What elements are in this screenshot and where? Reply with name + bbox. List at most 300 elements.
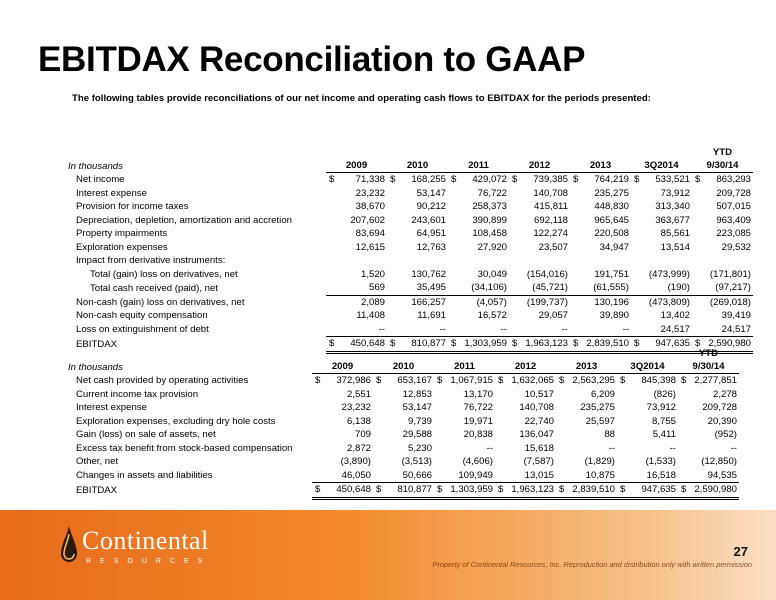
table-cell [692, 309, 753, 323]
cell-value: 9,739 [407, 415, 432, 427]
table-cell [387, 309, 448, 323]
table-cell [495, 388, 556, 402]
cell-value: (269,018) [709, 296, 751, 308]
unit-label: In thousands [68, 160, 123, 172]
table-cell [495, 428, 556, 442]
copyright-note: Property of Continental Resources, Inc. Reproduction and distribution only with written permission [432, 560, 752, 569]
table-cell [448, 309, 509, 323]
cell-value: 11,691 [417, 310, 446, 322]
table-cell [373, 455, 434, 469]
table-row [68, 268, 753, 282]
table-cell [556, 455, 617, 469]
cell-value: -- [730, 442, 737, 454]
table-cell [692, 295, 753, 309]
cell-value: 46,050 [341, 469, 371, 481]
cell-value: 76,722 [463, 402, 493, 414]
table-cell [631, 200, 692, 214]
table-cell [434, 415, 495, 429]
cell-value [751, 255, 753, 266]
currency-symbol: $ [437, 484, 443, 496]
table-row [68, 415, 739, 429]
cell-value: 764,219 [594, 174, 629, 186]
currency-symbol: $ [634, 338, 640, 350]
table-cell [387, 254, 448, 268]
table-cell [387, 241, 448, 255]
table-cell [387, 295, 448, 309]
cell-value: 24,517 [721, 323, 751, 335]
cell-value: (171,801) [709, 268, 751, 280]
cell-value: 85,561 [660, 228, 690, 240]
table-cell [570, 200, 631, 214]
cell-value: (3,890) [340, 456, 371, 468]
cell-value: 122,274 [533, 228, 568, 240]
table-cell [556, 428, 617, 442]
table-cell [312, 388, 373, 402]
table-cell [631, 254, 692, 268]
cell-value: 1,520 [360, 268, 385, 280]
cell-value: 1,303,959 [464, 338, 507, 350]
cash-flow-reconciliation-table [68, 346, 739, 500]
cell-value: 1,632,065 [511, 375, 554, 387]
table-cell [509, 295, 570, 309]
table-row [68, 281, 753, 295]
table-cell [631, 227, 692, 241]
cell-value: 90,212 [416, 201, 446, 213]
table-cell [692, 227, 753, 241]
currency-symbol: $ [695, 174, 701, 186]
table-cell [631, 309, 692, 323]
table-row [68, 173, 753, 187]
table-cell [373, 442, 434, 456]
cell-value: 12,763 [416, 241, 446, 253]
cell-value [385, 255, 387, 266]
row-label: Provision for income taxes [76, 201, 189, 213]
currency-symbol: $ [681, 375, 687, 387]
table-cell [570, 173, 631, 187]
row-label: Net cash provided by operating activities [76, 375, 249, 386]
currency-symbol: $ [634, 174, 640, 186]
table-cell [570, 309, 631, 323]
cell-value: 12,853 [402, 388, 432, 400]
cell-value: 429,072 [472, 174, 507, 186]
header-spacer [434, 346, 495, 360]
header-spacer [509, 145, 570, 159]
row-label: Impact from derivative instruments: [76, 255, 226, 267]
table-cell [570, 227, 631, 241]
currency-symbol: $ [451, 338, 457, 350]
cell-value: 27,920 [477, 241, 507, 253]
table-cell [678, 469, 739, 483]
cell-value: 448,830 [594, 201, 629, 213]
currency-symbol: $ [437, 375, 443, 387]
row-label: Total cash received (paid), net [90, 282, 218, 294]
table-cell [434, 388, 495, 402]
cell-value: 19,971 [463, 415, 493, 427]
table-cell [692, 281, 753, 295]
header-row [68, 360, 739, 374]
cell-value: 20,390 [707, 415, 737, 427]
table-cell [495, 483, 556, 499]
table-cell [448, 214, 509, 228]
table-cell [570, 268, 631, 282]
cell-value: (97,217) [715, 282, 751, 294]
cell-value: (1,829) [584, 456, 615, 468]
table-cell [556, 469, 617, 483]
table-row [68, 401, 739, 415]
cell-value: 390,899 [472, 214, 507, 226]
table-cell [495, 415, 556, 429]
cell-value: 8,755 [651, 415, 676, 427]
table-cell [509, 187, 570, 201]
cell-value: 13,170 [463, 388, 493, 400]
table-cell [556, 415, 617, 429]
cell-value: -- [439, 323, 446, 335]
cell-value: (4,606) [462, 456, 493, 468]
table-cell [326, 254, 387, 268]
cell-value: 810,877 [411, 338, 446, 350]
table-cell [448, 173, 509, 187]
cell-value: 209,728 [702, 402, 737, 414]
table-row [68, 200, 753, 214]
table-cell [678, 415, 739, 429]
row-label: Current income tax provision [76, 388, 199, 400]
cell-value: 39,419 [721, 310, 751, 322]
cell-value: (473,999) [648, 268, 690, 280]
cell-value: (473,809) [648, 296, 690, 308]
cell-value: (826) [653, 388, 676, 400]
cell-value: 965,645 [594, 214, 629, 226]
column-header-ytd: YTD [712, 146, 733, 158]
table-cell [387, 323, 448, 337]
table-cell [448, 323, 509, 337]
table-cell [570, 281, 631, 295]
header-spacer [631, 145, 692, 159]
cell-value: 38,670 [355, 201, 385, 213]
cell-value: 415,811 [534, 201, 568, 213]
cell-value: -- [561, 323, 568, 335]
cell-value: 2,839,510 [586, 338, 629, 350]
table-cell [617, 469, 678, 483]
cell-value: 130,762 [411, 268, 446, 280]
table-cell [387, 268, 448, 282]
cell-value: 13,514 [660, 241, 690, 253]
table-cell [326, 281, 387, 295]
table-cell [692, 268, 753, 282]
cell-value: 947,635 [655, 338, 690, 350]
table-cell [509, 268, 570, 282]
cell-value: 2,590,980 [694, 484, 737, 496]
cell-value: 168,255 [411, 174, 446, 186]
header-spacer [373, 346, 434, 360]
cell-value: 1,963,123 [525, 338, 568, 350]
table-row [68, 469, 739, 483]
cell-value: 140,708 [533, 187, 568, 199]
table-cell [556, 442, 617, 456]
column-header: 2010 [387, 159, 448, 173]
table-cell [678, 428, 739, 442]
table-cell [617, 401, 678, 415]
table-cell [312, 442, 373, 456]
table-cell [509, 214, 570, 228]
table-cell [631, 281, 692, 295]
cell-value: 22,740 [524, 415, 554, 427]
table-cell [509, 254, 570, 268]
currency-symbol: $ [390, 174, 396, 186]
table-cell [495, 469, 556, 483]
table-cell [434, 442, 495, 456]
cell-value: 53,147 [416, 187, 446, 199]
currency-symbol: $ [620, 484, 626, 496]
row-label: Exploration expenses [76, 241, 168, 253]
cell-value: 23,507 [538, 241, 568, 253]
table-cell [692, 214, 753, 228]
column-header: 2013 [556, 360, 617, 374]
table-row [68, 214, 753, 228]
cell-value: 313,340 [655, 201, 690, 213]
table-cell [556, 401, 617, 415]
cell-value: 450,648 [350, 338, 385, 350]
table-cell [509, 241, 570, 255]
cell-value: 191,751 [594, 268, 629, 280]
table-cell [570, 241, 631, 255]
cell-value: 2,872 [346, 442, 371, 454]
table-cell [326, 214, 387, 228]
table-cell [495, 374, 556, 388]
table-cell [434, 401, 495, 415]
cell-value: 50,666 [402, 469, 432, 481]
cell-value: 130,196 [594, 296, 629, 308]
cell-value: 2,277,851 [694, 375, 737, 387]
cell-value: (4,057) [476, 296, 507, 308]
table-cell [326, 200, 387, 214]
currency-symbol: $ [573, 338, 579, 350]
table-cell [570, 187, 631, 201]
cell-value: 2,278 [712, 388, 737, 400]
table-cell [617, 388, 678, 402]
currency-symbol: $ [620, 375, 626, 387]
table-cell [448, 187, 509, 201]
table-cell [495, 401, 556, 415]
cell-value: -- [486, 442, 493, 454]
cell-value: 235,275 [594, 187, 629, 199]
row-label: Net income [76, 174, 125, 185]
table-cell [312, 483, 373, 499]
column-header: 2012 [509, 159, 570, 173]
table-cell [692, 254, 753, 268]
cell-value: 863,293 [716, 174, 751, 186]
table-cell [617, 374, 678, 388]
table-row [68, 455, 739, 469]
cell-value: 23,232 [355, 187, 385, 199]
table-cell [631, 214, 692, 228]
table-cell [373, 415, 434, 429]
header-spacer [556, 346, 617, 360]
row-label: Depreciation, depletion, amortization and accretion [76, 214, 292, 226]
cell-value: 108,458 [472, 228, 507, 240]
table-cell [387, 187, 448, 201]
table-cell [312, 374, 373, 388]
cell-value: 53,147 [402, 402, 432, 414]
cell-value: 2,839,510 [572, 484, 615, 496]
currency-symbol: $ [512, 338, 518, 350]
cell-value: 136,047 [519, 429, 554, 441]
table-cell [326, 323, 387, 337]
row-label: EBITDAX [76, 484, 118, 496]
cell-value: -- [378, 323, 385, 335]
table-cell [495, 442, 556, 456]
table-row [68, 254, 753, 268]
row-label: Interest expense [76, 187, 147, 199]
cell-value: 11,408 [356, 310, 385, 322]
table-cell [387, 214, 448, 228]
header-row [68, 145, 753, 159]
cell-value: 24,517 [660, 323, 690, 335]
table-cell [678, 483, 739, 499]
column-header: 2013 [570, 159, 631, 173]
table-cell [326, 268, 387, 282]
table-cell [373, 388, 434, 402]
table-cell [631, 241, 692, 255]
table-cell [387, 200, 448, 214]
currency-symbol: $ [559, 375, 565, 387]
cell-value: 29,057 [538, 310, 568, 322]
cell-value: 258,373 [472, 201, 507, 213]
logo-wordmark: Continental [82, 526, 209, 555]
logo-subtext: RESOURCES [86, 558, 212, 565]
table-cell [692, 187, 753, 201]
header-row [68, 159, 753, 173]
cell-value: 13,402 [660, 310, 690, 322]
table-cell [617, 428, 678, 442]
cell-value: 109,949 [458, 469, 493, 481]
table-cell [556, 388, 617, 402]
table-row [68, 483, 739, 499]
table-cell [678, 401, 739, 415]
cell-value: 10,517 [524, 388, 554, 400]
cell-value: (7,587) [523, 456, 554, 468]
currency-symbol: $ [695, 338, 701, 350]
cell-value: -- [622, 323, 629, 335]
column-header: 2009 [312, 360, 373, 374]
table-cell [631, 173, 692, 187]
cell-value: 2,551 [346, 388, 371, 400]
table-cell [617, 483, 678, 499]
cell-value: 235,275 [580, 402, 615, 414]
cell-value: (190) [667, 282, 690, 294]
cell-value: 2,563,295 [572, 375, 615, 387]
table-cell [617, 455, 678, 469]
row-label: Interest expense [76, 402, 147, 414]
column-header-date: 9/30/14 [678, 360, 739, 374]
column-header: 3Q2014 [631, 159, 692, 173]
column-header: 2011 [434, 360, 495, 374]
table-cell [678, 374, 739, 388]
cell-value: (12,850) [701, 456, 737, 468]
table-cell [326, 309, 387, 323]
currency-symbol: $ [315, 375, 321, 387]
page-title: EBITDAX Reconciliation to GAAP [38, 40, 586, 79]
cell-value: (1,533) [645, 456, 676, 468]
table-cell [387, 281, 448, 295]
cell-value: 23,232 [341, 402, 371, 414]
currency-symbol: $ [390, 338, 396, 350]
table-row [68, 295, 753, 309]
table-row [68, 309, 753, 323]
cell-value: 73,912 [646, 402, 676, 414]
cell-value: 1,303,959 [450, 484, 493, 496]
cell-value: 220,508 [594, 228, 629, 240]
header-spacer [448, 145, 509, 159]
cell-value: 5,230 [407, 442, 432, 454]
cell-value: 94,535 [707, 469, 737, 481]
cell-value: 76,722 [477, 187, 507, 199]
table-cell [312, 469, 373, 483]
cell-value: 83,694 [355, 228, 385, 240]
cell-value: (952) [714, 429, 737, 441]
table-cell [312, 415, 373, 429]
cell-value: 30,049 [477, 268, 507, 280]
table-cell [631, 187, 692, 201]
header-spacer [68, 145, 326, 159]
row-label: Property impairments [76, 228, 168, 240]
table-row [68, 227, 753, 241]
cell-value: 5,411 [652, 429, 676, 441]
cell-value: 71,338 [355, 174, 385, 186]
cell-value: 243,601 [411, 214, 446, 226]
table-cell [434, 455, 495, 469]
table-cell [448, 227, 509, 241]
column-header: 2012 [495, 360, 556, 374]
table-cell [448, 295, 509, 309]
currency-symbol: $ [376, 375, 382, 387]
table-cell [312, 455, 373, 469]
cell-value: 16,572 [477, 310, 507, 322]
row-label: Loss on extinguishment of debt [76, 324, 209, 335]
cell-value: 207,602 [350, 214, 385, 226]
header-spacer [617, 346, 678, 360]
header-spacer [326, 145, 387, 159]
cell-value: 372,986 [336, 375, 371, 387]
cell-value: 12,615 [355, 241, 385, 253]
row-label: Exploration expenses, excluding dry hole costs [76, 415, 276, 427]
cell-value: (61,555) [593, 282, 629, 294]
header-row [68, 346, 739, 360]
cell-value: 39,890 [599, 310, 629, 322]
table-cell [570, 254, 631, 268]
cell-value: 2,590,980 [708, 338, 751, 350]
cell-value [629, 255, 631, 266]
cell-value [446, 255, 448, 266]
table-cell [556, 483, 617, 499]
column-header-ytd: YTD [698, 347, 719, 359]
cell-value: (199,737) [526, 296, 568, 308]
cell-value: 6,209 [590, 388, 615, 400]
header-spacer [387, 145, 448, 159]
table-row [68, 428, 739, 442]
table-cell [326, 187, 387, 201]
table-cell [509, 173, 570, 187]
table-cell [509, 323, 570, 337]
table-cell [373, 483, 434, 499]
cell-value: 73,912 [660, 187, 690, 199]
cell-value: 64,951 [416, 228, 446, 240]
currency-symbol: $ [315, 484, 321, 496]
table-cell [692, 200, 753, 214]
table-cell [387, 173, 448, 187]
table-row [68, 388, 739, 402]
cell-value: 88 [604, 429, 615, 441]
currency-symbol: $ [329, 338, 335, 350]
